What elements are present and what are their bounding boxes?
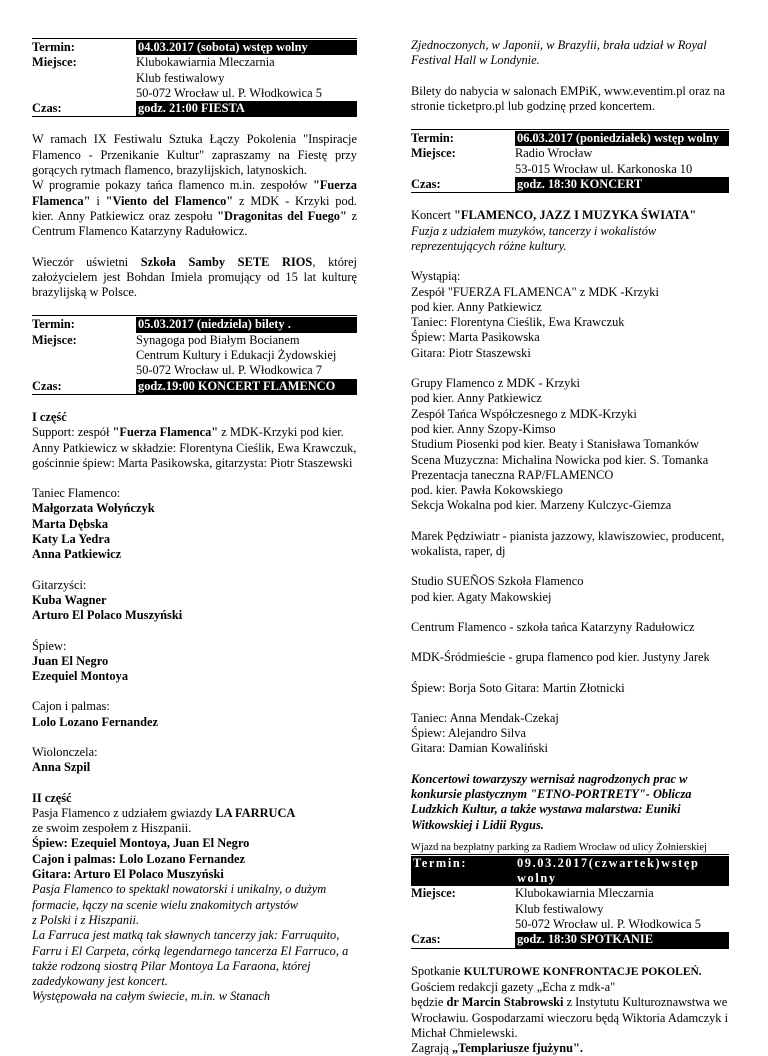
termin-value: 04.03.2017 (sobota) wstęp wolny — [136, 40, 357, 55]
performer-name: Arturo El Polaco Muszyński — [32, 608, 183, 623]
termin-label: Termin: — [411, 131, 454, 146]
performer-name: Anna Patkiewicz — [32, 547, 122, 562]
meeting-text — [411, 1041, 729, 1056]
concert-title — [411, 208, 729, 223]
czas-label: Czas: — [32, 101, 136, 117]
performer-name: Lolo Lozano Fernandez — [32, 714, 158, 729]
performers-line: Taniec: Anna Mendak-Czekaj — [411, 710, 559, 725]
intro-text: z Centrum Flamenco Katarzyny Radułowicz. — [32, 208, 357, 239]
band-name: "Fuerza Flamenca" — [32, 178, 357, 208]
performers-line: Zespół "FUERZA FLAMENCA" z MDK -Krzyki — [411, 284, 659, 299]
miejsce-value: Klubokawiarnia Mleczarnia — [136, 55, 275, 70]
star-name: LA FARRUCA — [215, 805, 296, 820]
miejsce-label: Miejsce: — [411, 146, 456, 161]
performers-line: Studium Piosenki pod kier. Beaty i Stanisława Tomanków — [411, 437, 700, 452]
band-name: "Dragonitas del Fuego" — [217, 208, 347, 223]
intro-text: Wieczór uświetni — [32, 254, 141, 269]
termin-label: Termin: — [32, 317, 75, 332]
support-text-b: z MDK-Krzyki pod kier. Anny Patkiewicz w składzie: Florentyna Cieślik, Ewa Krawczuk, gościnnie śpiew: Marta Pasikowska, gitarzysta: Piotr Staszewski — [32, 425, 357, 470]
intro-text: W programie pokazy tańca flamenco m.in. zespołów — [32, 178, 313, 193]
performers-line: Marek Pędziwiatr - pianista jazzowy, klawiszowiec, producent, wokalista, raper, dj — [411, 528, 725, 559]
miejsce-value: Klub festiwalowy — [136, 70, 225, 85]
performers-line: Scena Muzyczna: Michalina Nowicka pod kier. S. Tomanka — [411, 452, 709, 467]
performers-line: Studio SUEÑOS Szkoła Flamenco — [411, 574, 584, 589]
part-2-description: Pasja Flamenco to spektakl nowatorski i unikalny, o dużym formacie, łączy na scenie wielu znakomitych artystów — [32, 882, 327, 912]
miejsce-label: Miejsce: — [32, 55, 77, 70]
performer-name: Małgorzata Wołyńczyk — [32, 501, 155, 516]
miejsce-value: Centrum Kultury i Edukacji Żydowskiej — [136, 348, 337, 363]
performers-line: Gitara: Damian Kowaliński — [411, 741, 548, 756]
concert-title-prefix: Koncert — [411, 208, 455, 223]
performer-name: Katy La Yedra — [32, 532, 111, 547]
intro-text: z MDK - Krzyki pod. kier. Anny Patkiewicz oraz zespołu — [32, 193, 357, 223]
band-name: "Viento del Flamenco" — [105, 193, 234, 208]
meeting-title — [411, 964, 729, 980]
cello-label: Wiolonczela: — [32, 744, 98, 759]
miejsce-label: Miejsce: — [32, 332, 77, 347]
parking-note: Wjazd na bezpłatny parking za Radiem Wrocław od ulicy Żołnierskiej — [411, 841, 707, 853]
meeting-text-a: będzie — [411, 995, 447, 1010]
part-2-credit: Cajon i palmas: Lolo Lozano Fernandez — [32, 851, 246, 866]
miejsce-value: Klub festiwalowy — [515, 901, 604, 916]
czas-label: Czas: — [32, 379, 136, 395]
performers-line: Grupy Flamenco z MDK - Krzyki — [411, 376, 580, 391]
part-1-heading: I część — [32, 409, 67, 424]
performers-line: Wystąpią: — [411, 269, 461, 284]
dance-label: Taniec Flamenco: — [32, 486, 121, 501]
performers-line: Prezentacja taneczna RAP/FLAMENCO — [411, 467, 614, 482]
event-1-info — [32, 38, 357, 117]
school-name: Szkoła Samby SETE RIOS — [140, 254, 313, 269]
support-text-a: Support: zespół — [32, 425, 113, 440]
part-2-description: Występowała na całym świecie, m.in. w Stanach — [32, 989, 271, 1004]
cajon-label: Cajon i palmas: — [32, 699, 110, 714]
event-2-info — [32, 315, 357, 394]
intro-paragraph-1 — [32, 132, 357, 239]
guitar-label: Gitarzyści: — [32, 577, 87, 592]
termin-value: 09.03.2017(czwartek)wstęp wolny — [515, 856, 729, 887]
part-2-credit: Gitara: Arturo El Polaco Muszyński — [32, 867, 224, 882]
miejsce-value: 50-072 Wrocław ul. P. Włodkowica 5 — [136, 85, 322, 100]
intro-text: i — [90, 193, 106, 208]
performers-line: Centrum Flamenco - szkoła tańca Katarzyny Radułowicz — [411, 619, 695, 634]
tickets-info: Bilety do nabycia w salonach EMPiK, www.eventim.pl oraz na stronie ticketpro.pl lub godzinę przed koncertem. — [411, 83, 726, 113]
miejsce-value: Synagoga pod Białym Bocianem — [136, 332, 300, 347]
miejsce-value: 53-015 Wrocław ul. Karkonoska 10 — [515, 161, 693, 176]
event-4-info — [411, 854, 729, 949]
performers-line: Śpiew: Borja Soto Gitara: Martin Złotnicki — [411, 680, 625, 695]
band-name: „Templariusze fjużynu". — [451, 1041, 583, 1056]
czas-value: godz. 21:00 FIESTA — [136, 101, 357, 117]
miejsce-value: 50-072 Wrocław ul. P. Włodkowica 5 — [515, 917, 701, 932]
right-column — [411, 38, 729, 1056]
part-2-text: Pasja Flamenco z udziałem gwiazdy — [32, 805, 216, 820]
part-2-heading: II część — [32, 790, 72, 805]
czas-label: Czas: — [411, 932, 515, 948]
czas-label: Czas: — [411, 177, 515, 193]
czas-value: godz. 18:30 KONCERT — [515, 177, 729, 193]
performers-line: pod. kier. Pawła Kokowskiego — [411, 483, 563, 498]
miejsce-value: Klubokawiarnia Mleczarnia — [515, 886, 654, 901]
guest-name: dr Marcin Stabrowski — [446, 995, 564, 1010]
performer-name: Kuba Wagner — [32, 592, 107, 607]
performers-line: pod kier. Anny Patkiewicz — [411, 391, 542, 406]
performers-line: Taniec: Florentyna Cieślik, Ewa Krawczuk — [411, 315, 625, 330]
performers-line: MDK-Śródmieście - grupa flamenco pod kier. Justyny Jarek — [411, 650, 710, 665]
intro-text: W ramach IX Festiwalu Sztuka Łączy Pokolenia "Inspiracje Flamenco - Przenikanie Kultur" zapraszamy na Fiestę przy gorących rytmach flamenco, brazylijskich, latynoskich. — [32, 132, 357, 178]
intro-paragraph-2 — [32, 255, 357, 301]
left-column — [32, 38, 357, 1005]
miejsce-label: Miejsce: — [411, 886, 456, 901]
concert-subtitle: Fuzja z udziałem muzyków, tancerzy i wokalistów reprezentujących różne kultury. — [411, 223, 657, 253]
meeting-text — [411, 995, 729, 1041]
part-2-description: z Polski i z Hiszpanii. — [32, 912, 140, 927]
performer-name: Anna Szpil — [32, 760, 91, 775]
performer-name: Marta Dębska — [32, 516, 109, 531]
termin-label: Termin: — [411, 856, 515, 887]
meeting-text-b: z Instytutu Kulturoznawstwa we Wrocławiu. Gospodarzami wieczoru będą Wiktoria Adamczyk i Michał Chmielewski. — [411, 995, 729, 1040]
termin-value: 05.03.2017 (niedziela) bilety . — [136, 317, 357, 332]
performers-line: Gitara: Piotr Staszewski — [411, 345, 531, 360]
part-2-line: ze swoim zespołem z Hiszpanii. — [32, 821, 192, 836]
czas-value: godz.19:00 KONCERT FLAMENCO — [136, 379, 357, 395]
termin-value: 06.03.2017 (poniedziałek) wstęp wolny — [515, 131, 729, 146]
part-2-credit: Śpiew: Ezequiel Montoya, Juan El Negro — [32, 836, 250, 851]
vocal-label: Śpiew: — [32, 638, 67, 653]
termin-label: Termin: — [32, 40, 75, 54]
performers-line: Sekcja Wokalna pod kier. Marzeny Kulczyc-Giemza — [411, 498, 672, 513]
meeting-name: KULTUROWE KONFRONTACJE POKOLEŃ. — [463, 965, 702, 978]
meeting-text: Gościem redakcji gazety „Echa z mdk-a" — [411, 979, 616, 994]
meeting-prefix: Spotkanie — [411, 963, 464, 978]
part-2-line — [32, 806, 357, 821]
intro-text: , której założycielem jest Bohdan Imiela promujący od 15 lat kulturę brazylijską w Polsce. — [32, 254, 357, 300]
performers-line: pod kier. Anny Szopy-Kimso — [411, 421, 556, 436]
miejsce-value: Radio Wrocław — [515, 146, 593, 161]
event-3-info — [411, 129, 729, 193]
performers-line: Śpiew: Marta Pasikowska — [411, 330, 540, 345]
performers-line: Zespół Tańca Współczesnego z MDK-Krzyki — [411, 406, 637, 421]
band-name: "Fuerza Flamenca" — [112, 425, 219, 440]
vernissage-note: Koncertowi towarzyszy wernisaż nagrodzonych prac w konkursie plastycznym "ETNO-PORTRETY"- Oblicza Ludzkich Kultur, a także wystawa malarstwa: Euniki Witkowskiej i Lidii Rygus. — [411, 771, 692, 832]
concert-title-name: "FLAMENCO, JAZZ I MUZYKA ŚWIATA" — [454, 208, 697, 223]
continuation-text: Zjednoczonych, w Japonii, w Brazylii, brała udział w Royal Festival Hall w Londynie. — [411, 38, 707, 68]
part-2-description: La Farruca jest matką tak sławnych tancerzy jak: Farruquito, Farru i El Carpeta, córką legendarnego tancerza El Farruco, a także rodzoną siostrą Pilar Montoya La Faraona, której zadedykowany jest koncert. — [32, 928, 349, 989]
performer-name: Juan El Negro — [32, 653, 109, 668]
performers-line: pod kier. Anny Patkiewicz — [411, 299, 542, 314]
performers-line: Śpiew: Alejandro Silva — [411, 726, 526, 741]
meeting-text-a: Zagrają — [411, 1041, 452, 1056]
performers-line: pod kier. Agaty Makowskiej — [411, 589, 552, 604]
performer-name: Ezequiel Montoya — [32, 669, 129, 684]
miejsce-value: 50-072 Wrocław ul. P. Włodkowica 7 — [136, 363, 322, 378]
support-text — [32, 425, 357, 471]
czas-value: godz. 18:30 SPOTKANIE — [515, 932, 729, 948]
